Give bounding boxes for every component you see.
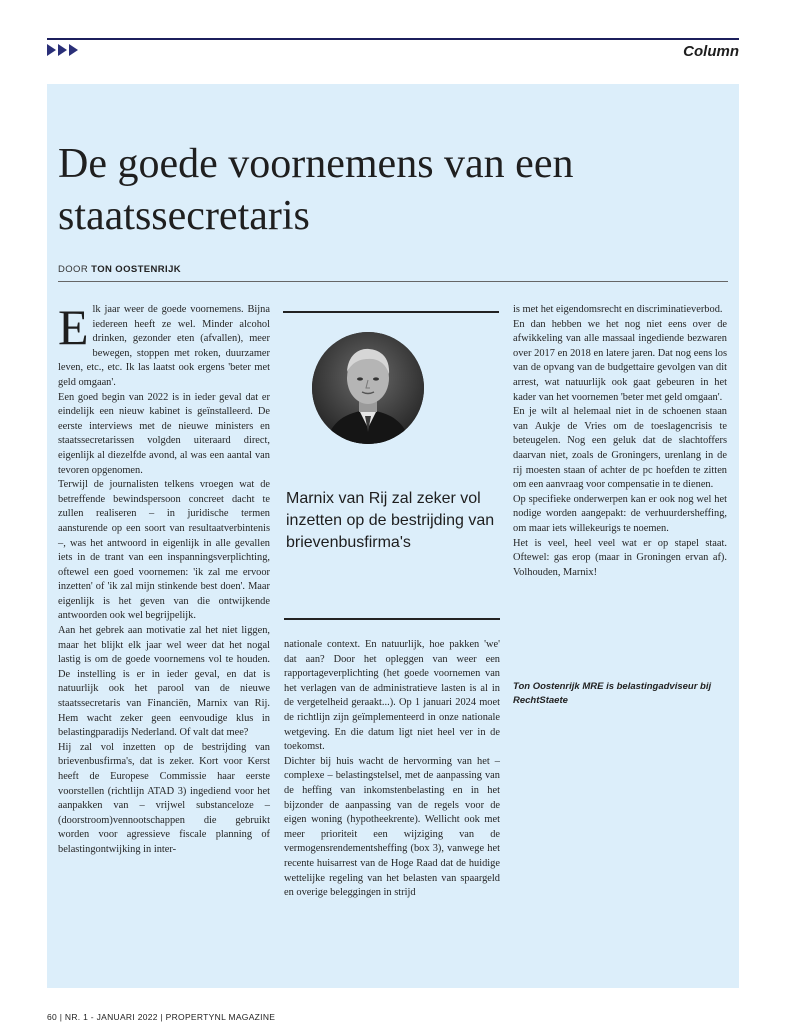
- chevron-right-icon: [69, 44, 78, 56]
- paragraph: Hij zal vol inzetten op de bestrijding van brievenbusfirma's, dat is zeker. Kort voor Kerst heeft de Europese Commissie haar eerste voorstellen (richtlijn ATAD 3) ingediend voor het aanpakken van – vrijwel substanceloze – (doorstroom)vennootschappen die gebruikt worden voor agressieve fiscale planning of belastingontwijking in inter-: [58, 741, 270, 855]
- paragraph: En dan hebben we het nog niet eens over de afwikkeling van alle massaal ingediende bezwaren over 2017 en 2018 en latere jaren. Dat nog eens los van de opvang van de budgettaire gevolgen van dit arrest, wat natuurlijk ook gaat gebeuren in het kader van het voornemen 'beter met geld omgaan'.: [513, 318, 727, 403]
- byline-rule: [58, 281, 728, 282]
- section-chevrons: [47, 44, 78, 56]
- paragraph: Het is veel, heel veel wat er op stapel staat. Oftewel: gas erop (maar in Groningen ervan af). Volhouden, Marnix!: [513, 537, 727, 578]
- paragraph: is met het eigendomsrecht en discriminatieverbod.: [513, 304, 723, 315]
- paragraph: En je wilt al helemaal niet in de schoenen staan van Aukje de Vries om de toeslagencrisis te beteugelen. Nog een geluk dat de slachtoffers daarvan niet, zoals de Groningers, urenlang in de rij moesten staan of achter de pc hoefden te zitten om een aanvraag voor compensatie in te dienen.: [513, 406, 727, 491]
- pull-quote-rule: [284, 618, 500, 620]
- chevron-right-icon: [58, 44, 67, 56]
- paragraph: nationale context. En natuurlijk, hoe pakken 'we' dat aan? Door het opleggen van weer een rapportageverplichting (het goede voornemen van het verlagen van de administratieve lasten is al in de vergetelheid geraakt...). Op 1 januari 2024 moet de richtlijn zijn geïmplementeerd in onze nationale wetgeving. En die datum ligt niet heel ver in de toekomst.: [284, 639, 500, 753]
- page-footer: 60 | NR. 1 - JANUARI 2022 | PROPERTYNL MAGAZINE: [47, 1012, 276, 1022]
- portrait-image: [312, 332, 424, 444]
- paragraph: Een goed begin van 2022 is in ieder geval dat er eindelijk een nieuw kabinet is geïnstalleerd. De eerste interviews met de nieuwe ministers en staatssecretarissen volgden uiteraard direct, eigenlijk al diezelfde avond, al was een aantal van tevoren opgenomen.: [58, 391, 270, 476]
- paragraph: Aan het gebrek aan motivatie zal het niet liggen, maar het blijkt elk jaar wel weer dat het nogal lastig is om de goede voornemens vol te houden. De instelling is er in ieder geval, en dat is natuurlijk ook het parool van de nieuwe staatssecretaris van Financiën, Marnix van Rij. Hem wacht zeker geen eenvoudige klus in belastingparadijs Nederland. Of valt dat mee?: [58, 625, 270, 739]
- section-header: [47, 38, 739, 62]
- article-title: De goede voornemens van een staatssecretaris: [58, 141, 574, 239]
- section-label: Column: [683, 43, 739, 60]
- column-2-top-rule: [283, 311, 499, 313]
- paragraph: Elk jaar weer de goede voornemens. Bijna iedereen heeft ze wel. Minder alcohol drinken, gezonder eten (afvallen), meer bewegen, stoppen met roken, duurzamer leven, etc., etc. Ik las laatst ook ergens 'beter met geld omgaan'.: [58, 299, 270, 388]
- byline-prefix: DOOR: [58, 264, 89, 275]
- author-bio: Ton Oostenrijk MRE is belastingadviseur bij RechtStaete: [513, 681, 712, 706]
- byline-author: TON OOSTENRIJK: [91, 264, 182, 275]
- header-rule: [47, 38, 739, 40]
- chevron-right-icon: [47, 44, 56, 56]
- article-column-3: [513, 303, 727, 580]
- paragraph: Terwijl de journalisten telkens vroegen wat de betreffende bewindspersoon concreet dacht te zullen realiseren – in juridische termen aansturende op een soort van resultaatverbintenis –, was het antwoord in eigenlijk in alle gevallen iets in de trant van een inspanningsverplichting, oftewel een goed voornemen: 'ik zal me ervoor inzetten' of 'ik zal mijn stinkende best doen'. Maar eigenlijk is het geven van die ontwijkende antwoorden ook wel begrijpelijk.: [58, 479, 270, 622]
- byline: [58, 264, 181, 275]
- article-column-1: [58, 299, 270, 858]
- article-column-2: [284, 638, 500, 901]
- author-portrait: [312, 332, 424, 444]
- paragraph: Op specifieke onderwerpen kan er ook nog wel het nodige worden aangepakt: de verhuurdersheffing, om maar iets willekeurigs te noemen.: [513, 493, 727, 534]
- drop-cap: E: [58, 299, 89, 355]
- paragraph: Dichter bij huis wacht de hervorming van het – complexe – belastingstelsel, met de aanpassing van de heffing van inkomstenbelasting en in het bijzonder de aanpassing van de regels voor de eigen woning (hypotheekrente). Wellicht ook met meer prioriteit een wijziging van de vermogensrendementsheffing (box 3), vanwege het recente huisarrest van de Hoge Raad dat de huidige wettelijke regeling van het belasten van spaargeld en overige beleggingen in strijd: [284, 755, 500, 899]
- pull-quote: Marnix van Rij zal zeker vol inzetten op de bestrijding van brievenbusfirma's: [286, 490, 495, 551]
